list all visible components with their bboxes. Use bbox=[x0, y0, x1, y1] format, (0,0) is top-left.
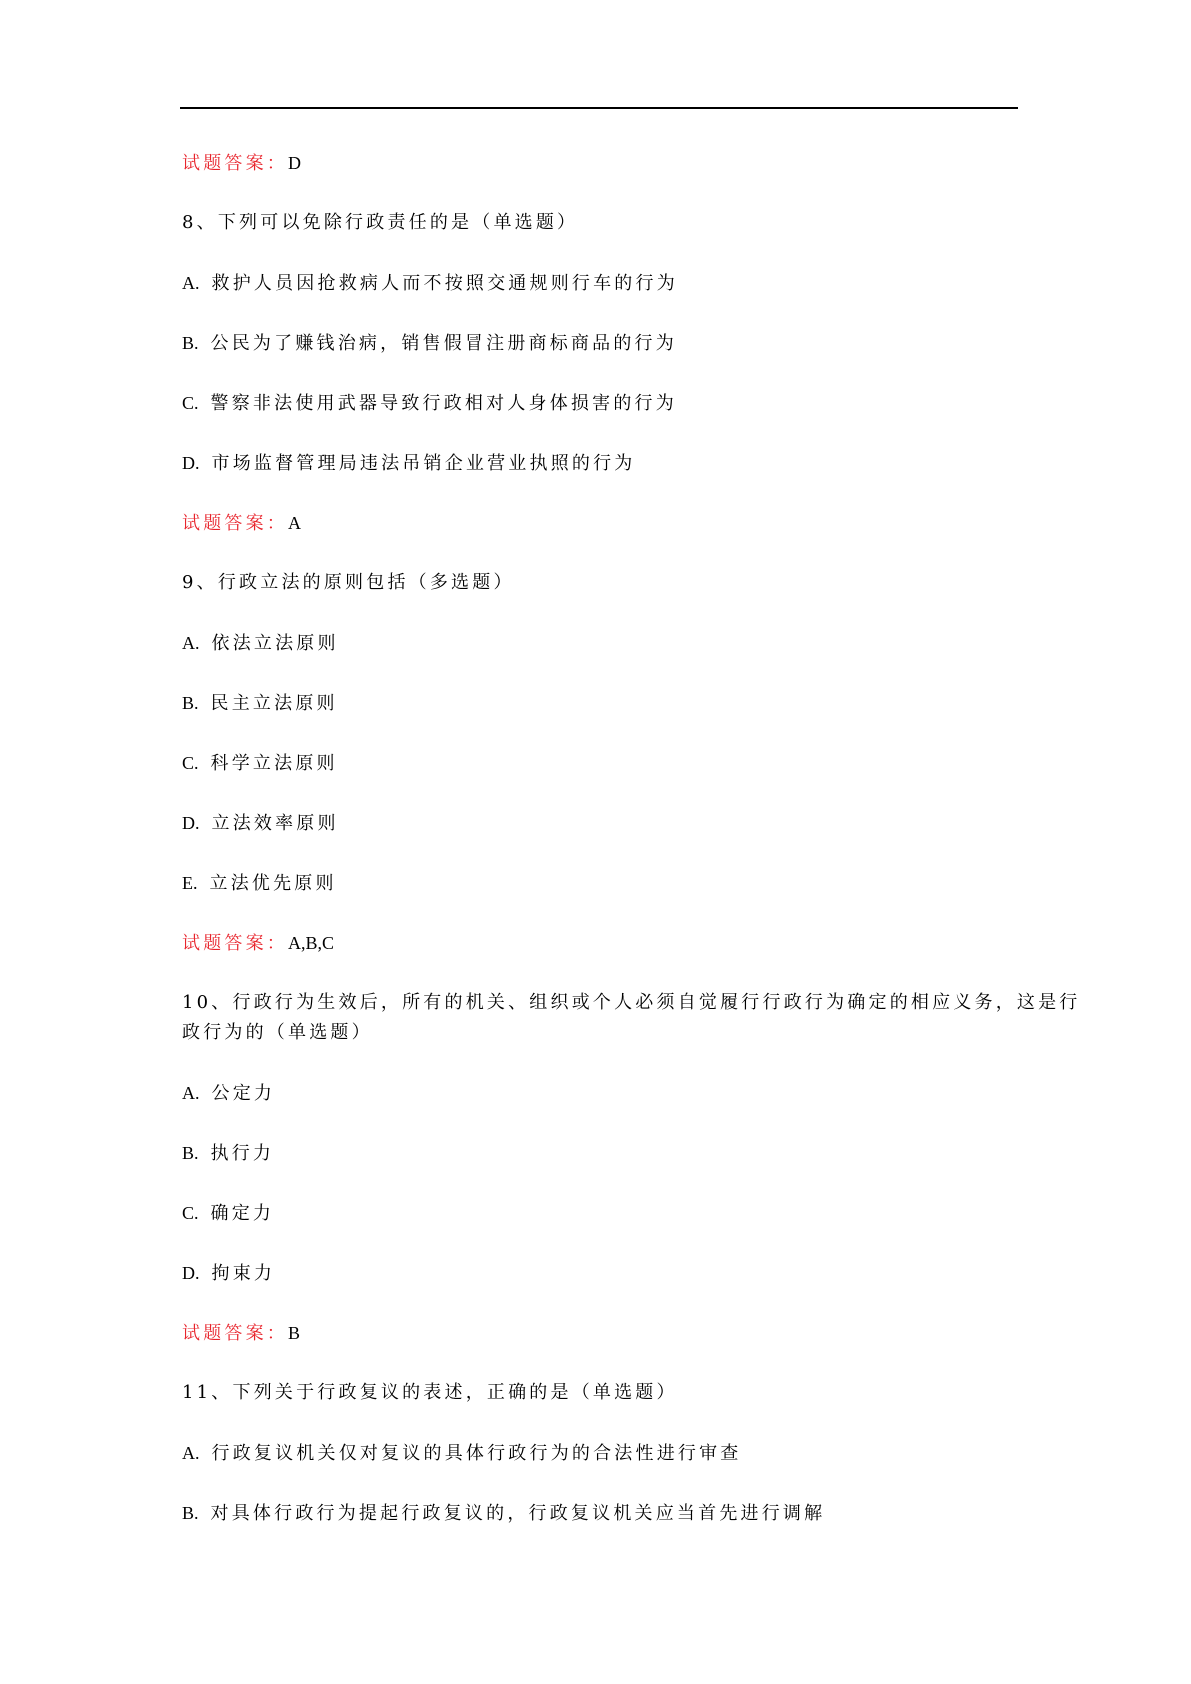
q10-option-a bbox=[182, 1078, 275, 1109]
option-letter: D. bbox=[182, 813, 200, 833]
option-letter: A. bbox=[182, 1083, 200, 1103]
option-letter: C. bbox=[182, 1203, 199, 1223]
option-letter: A. bbox=[182, 273, 200, 293]
option-text: 警察非法使用武器导致行政相对人身体损害的行为 bbox=[210, 393, 677, 414]
option-text: 立法效率原则 bbox=[211, 813, 339, 834]
option-letter: E. bbox=[182, 873, 198, 893]
q9-option-c bbox=[182, 748, 338, 779]
answer-label: 试题答案： bbox=[182, 1323, 288, 1344]
q8-option-a bbox=[182, 268, 678, 299]
option-text: 依法立法原则 bbox=[211, 633, 339, 654]
option-text: 救护人员因抢救病人而不按照交通规则行车的行为 bbox=[211, 273, 678, 294]
q8-option-c bbox=[182, 388, 677, 419]
q10-option-b bbox=[182, 1138, 274, 1169]
q10-option-c bbox=[182, 1198, 274, 1229]
question-11: 11、下列关于行政复议的表述，正确的是（单选题） bbox=[182, 1382, 678, 1403]
option-letter: B. bbox=[182, 693, 199, 713]
option-text: 拘束力 bbox=[211, 1263, 276, 1284]
option-letter: B. bbox=[182, 1143, 199, 1163]
option-text: 确定力 bbox=[210, 1203, 275, 1224]
option-letter: A. bbox=[182, 633, 200, 653]
header-rule bbox=[180, 107, 1018, 109]
option-letter: C. bbox=[182, 393, 199, 413]
option-text: 公民为了赚钱治病，销售假冒注册商标商品的行为 bbox=[210, 333, 677, 354]
answer-value: A bbox=[288, 513, 301, 533]
option-text: 民主立法原则 bbox=[210, 693, 338, 714]
q11-option-b bbox=[182, 1498, 825, 1529]
answer-label: 试题答案： bbox=[182, 933, 288, 954]
answer-label: 试题答案： bbox=[182, 513, 288, 534]
question-10-line2: 政行为的（单选题） bbox=[182, 1022, 373, 1043]
answer-value: B bbox=[288, 1323, 301, 1343]
option-text: 立法优先原则 bbox=[209, 873, 337, 894]
q11-option-a bbox=[182, 1438, 742, 1469]
answer-line-q9 bbox=[182, 928, 334, 959]
option-letter: D. bbox=[182, 1263, 200, 1283]
option-text: 市场监督管理局违法吊销企业营业执照的行为 bbox=[211, 453, 636, 474]
answer-value: A,B,C bbox=[288, 933, 335, 953]
q9-option-e bbox=[182, 868, 337, 899]
question-10-line1: 10、行政行为生效后，所有的机关、组织或个人必须自觉履行行政行为确定的相应义务，这是行 bbox=[182, 992, 1081, 1013]
option-letter: C. bbox=[182, 753, 199, 773]
option-text: 执行力 bbox=[210, 1143, 275, 1164]
option-letter: D. bbox=[182, 453, 200, 473]
question-9: 9、行政立法的原则包括（多选题） bbox=[182, 572, 515, 593]
question-8: 8、下列可以免除行政责任的是（单选题） bbox=[182, 212, 579, 233]
answer-label: 试题答案： bbox=[182, 153, 288, 174]
option-text: 对具体行政行为提起行政复议的，行政复议机关应当首先进行调解 bbox=[210, 1503, 826, 1524]
answer-line-q7 bbox=[182, 148, 301, 179]
q9-option-a bbox=[182, 628, 339, 659]
answer-value: D bbox=[288, 153, 301, 173]
option-text: 行政复议机关仅对复议的具体行政行为的合法性进行审查 bbox=[211, 1443, 742, 1464]
option-text: 科学立法原则 bbox=[210, 753, 338, 774]
q10-option-d bbox=[182, 1258, 275, 1289]
answer-line-q10 bbox=[182, 1318, 300, 1349]
option-letter: B. bbox=[182, 333, 199, 353]
option-text: 公定力 bbox=[211, 1083, 276, 1104]
option-letter: B. bbox=[182, 1503, 199, 1523]
q8-option-d bbox=[182, 448, 636, 479]
q9-option-d bbox=[182, 808, 339, 839]
q8-option-b bbox=[182, 328, 677, 359]
answer-line-q8 bbox=[182, 508, 301, 539]
q9-option-b bbox=[182, 688, 338, 719]
option-letter: A. bbox=[182, 1443, 200, 1463]
